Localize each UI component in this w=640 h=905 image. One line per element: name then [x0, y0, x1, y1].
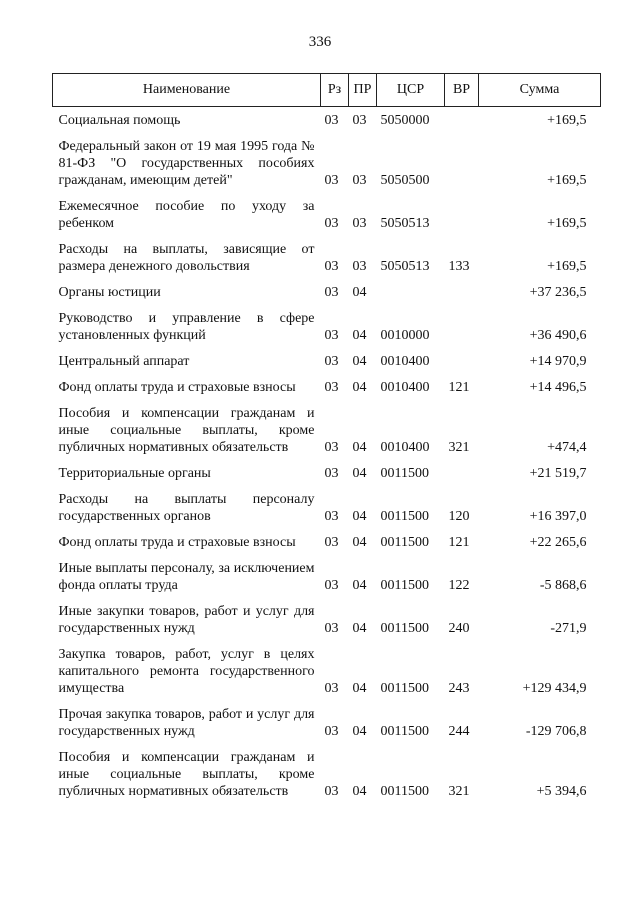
row-pr: 04	[352, 328, 367, 343]
row-name: Ежемесячное пособие по уходу за ребенком	[58, 199, 315, 231]
table-row	[53, 744, 601, 804]
row-csr: 0011500	[380, 681, 429, 696]
row-name: Иные выплаты персоналу, за исключением фонда оплаты труда	[58, 561, 315, 593]
row-csr	[377, 279, 445, 305]
row-rz: 03	[324, 328, 339, 343]
header-pr: ПР	[349, 74, 377, 107]
row-rz: 03	[324, 113, 339, 128]
row-csr: 0011500	[380, 535, 429, 550]
row-vr: 321	[448, 440, 470, 455]
row-rz: 03	[324, 466, 339, 481]
row-pr: 04	[352, 681, 367, 696]
row-pr: 04	[352, 509, 367, 524]
row-sum: +169,5	[547, 216, 587, 231]
row-vr	[445, 107, 479, 134]
budget-table	[52, 73, 601, 804]
row-pr: 04	[352, 466, 367, 481]
table-row	[53, 348, 601, 374]
row-sum: +36 490,6	[529, 328, 587, 343]
row-csr: 0011500	[380, 784, 429, 799]
row-name: Федеральный закон от 19 мая 1995 года № 81-ФЗ "О государственных пособиях гражданам, имеющим детей"	[58, 139, 315, 188]
row-rz: 03	[324, 578, 339, 593]
row-pr: 04	[352, 724, 367, 739]
row-pr: 04	[352, 380, 367, 395]
row-name: Расходы на выплаты, зависящие от размера денежного довольствия	[58, 242, 315, 274]
row-name: Закупка товаров, работ, услуг в целях капитального ремонта государственного имущества	[58, 647, 315, 696]
row-csr: 0011500	[380, 509, 429, 524]
row-pr: 04	[352, 535, 367, 550]
row-vr	[445, 305, 479, 348]
row-vr: 122	[448, 578, 470, 593]
row-vr: 244	[448, 724, 470, 739]
row-csr: 5050500	[380, 173, 430, 188]
row-name: Территориальные органы	[58, 466, 211, 481]
row-csr: 5050513	[380, 216, 430, 231]
row-vr: 120	[448, 509, 470, 524]
table-row	[53, 107, 601, 134]
table-row	[53, 133, 601, 193]
row-rz: 03	[324, 681, 339, 696]
header-name: Наименование	[53, 74, 321, 107]
header-vr: ВР	[445, 74, 479, 107]
row-csr: 0010400	[380, 354, 430, 369]
row-csr: 0011500	[380, 621, 429, 636]
table-body	[53, 107, 601, 805]
row-vr	[445, 460, 479, 486]
row-sum: +5 394,6	[536, 784, 587, 799]
table-row	[53, 193, 601, 236]
row-rz: 03	[324, 259, 339, 274]
table-row	[53, 305, 601, 348]
row-csr: 0011500	[380, 578, 429, 593]
row-rz: 03	[324, 380, 339, 395]
row-name: Социальная помощь	[58, 113, 181, 128]
row-rz: 03	[324, 509, 339, 524]
row-sum: +37 236,5	[529, 285, 587, 300]
table-row	[53, 236, 601, 279]
row-name: Фонд оплаты труда и страховые взносы	[58, 535, 296, 550]
row-pr: 04	[352, 784, 367, 799]
row-vr: 121	[448, 535, 470, 550]
row-rz: 03	[324, 724, 339, 739]
row-sum: +21 519,7	[529, 466, 587, 481]
table-row	[53, 374, 601, 400]
row-sum: -271,9	[550, 621, 587, 636]
row-name: Расходы на выплаты персоналу государственных органов	[58, 492, 315, 524]
table-row	[53, 460, 601, 486]
table-row	[53, 641, 601, 701]
row-csr: 5050513	[380, 259, 430, 274]
row-rz: 03	[324, 216, 339, 231]
page-number: 336	[308, 34, 332, 50]
row-rz: 03	[324, 285, 339, 300]
row-rz: 03	[324, 621, 339, 636]
row-sum: +169,5	[547, 259, 587, 274]
row-rz: 03	[324, 784, 339, 799]
row-vr: 121	[448, 380, 470, 395]
row-sum: +474,4	[547, 440, 587, 455]
row-sum: +169,5	[547, 173, 587, 188]
row-vr: 243	[448, 681, 470, 696]
row-vr: 133	[448, 259, 470, 274]
row-pr: 03	[352, 259, 367, 274]
row-sum: -5 868,6	[539, 578, 587, 593]
row-pr: 03	[352, 173, 367, 188]
row-sum: +14 970,9	[529, 354, 587, 369]
row-rz: 03	[324, 535, 339, 550]
row-sum: +169,5	[547, 113, 587, 128]
row-pr: 04	[352, 285, 367, 300]
header-sum: Сумма	[479, 74, 601, 107]
row-name: Центральный аппарат	[58, 354, 190, 369]
table-row	[53, 529, 601, 555]
row-rz: 03	[324, 440, 339, 455]
row-name: Иные закупки товаров, работ и услуг для государственных нужд	[58, 604, 315, 636]
table-row	[53, 555, 601, 598]
row-name: Прочая закупка товаров, работ и услуг для государственных нужд	[58, 707, 315, 739]
row-name: Пособия и компенсации гражданам и иные социальные выплаты, кроме публичных нормативных обязательств	[58, 750, 315, 799]
row-csr: 0010400	[380, 440, 430, 455]
row-sum: +22 265,6	[529, 535, 587, 550]
row-pr: 03	[352, 216, 367, 231]
row-name: Органы юстиции	[58, 285, 161, 300]
row-vr	[445, 348, 479, 374]
row-pr: 04	[352, 354, 367, 369]
table-row	[53, 279, 601, 305]
table-row	[53, 701, 601, 744]
table-header	[53, 74, 601, 107]
table-row	[53, 598, 601, 641]
row-rz: 03	[324, 173, 339, 188]
row-csr: 5050000	[380, 113, 430, 128]
row-vr	[445, 193, 479, 236]
row-csr: 0011500	[380, 466, 429, 481]
row-rz: 03	[324, 354, 339, 369]
row-pr: 03	[352, 113, 367, 128]
row-vr: 321	[448, 784, 470, 799]
row-sum: -129 706,8	[525, 724, 587, 739]
row-name: Пособия и компенсации гражданам и иные социальные выплаты, кроме публичных нормативных обязательств	[58, 406, 315, 455]
row-pr: 04	[352, 621, 367, 636]
table-row	[53, 486, 601, 529]
row-name: Фонд оплаты труда и страховые взносы	[58, 380, 296, 395]
header-csr: ЦСР	[377, 74, 445, 107]
row-sum: +129 434,9	[522, 681, 587, 696]
header-rz: Рз	[321, 74, 349, 107]
row-vr: 240	[448, 621, 470, 636]
row-vr	[445, 133, 479, 193]
row-sum: +14 496,5	[529, 380, 587, 395]
row-vr	[445, 279, 479, 305]
row-pr: 04	[352, 440, 367, 455]
table-row	[53, 400, 601, 460]
row-csr: 0010400	[380, 380, 430, 395]
row-csr: 0011500	[380, 724, 429, 739]
row-csr: 0010000	[380, 328, 430, 343]
row-pr: 04	[352, 578, 367, 593]
row-name: Руководство и управление в сфере установленных функций	[58, 311, 315, 343]
row-sum: +16 397,0	[529, 509, 587, 524]
